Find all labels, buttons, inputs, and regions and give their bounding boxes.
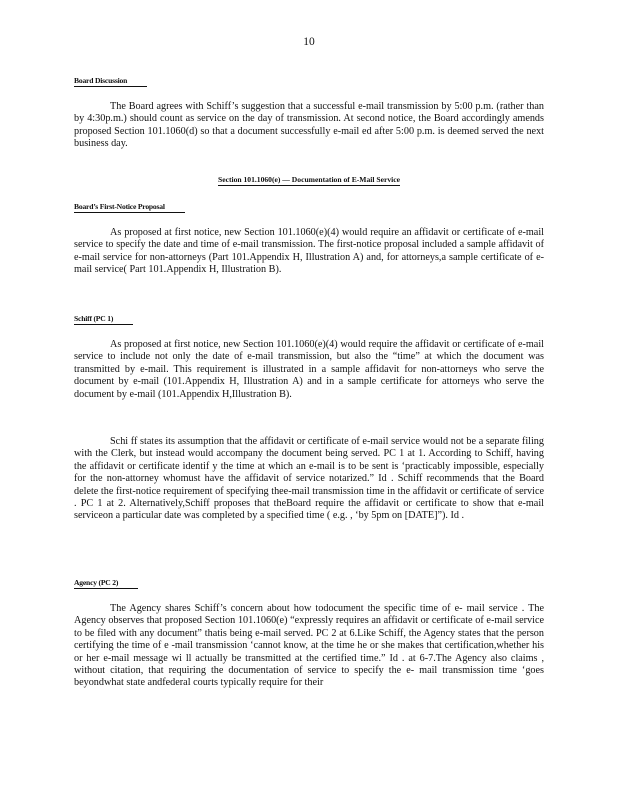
paragraph-first-notice: As proposed at first notice, new Section 101.1060(e)(4) would require an affidavit or certificate of e-mail service to specify the date and time of e-mail transmission. The first-notice proposal included a sample affidavit of e-mail service for non-attorneys (Part 101.Appendix H, Illustration A) and, for attorneys,a sample certificate of e-mail service( Part 101.Appendix H, Illustration B). — [74, 227, 544, 276]
page-number: 10 — [303, 36, 315, 48]
paragraph-board-discussion: The Board agrees with Schiff’s suggestion that a successful e-mail transmission by 5:00 p.m. (rather than by 4:30p.m.) should count as service on the day of transmission. At second notice, the Board accordingly amends proposed Section 101.1060(d) so that a document successfully e-mail ed after 5:00 p.m. is deemed served the next business day. — [74, 101, 544, 150]
heading-first-notice-proposal: Board’s First-Notice Proposal — [74, 201, 185, 213]
paragraph-schiff-1: As proposed at first notice, new Section 101.1060(e)(4) would require the affidavit or certificate of e-mail service to include not only the date of e-mail transmission, but also the “time” at which the document was transmitted by e-mail. This requirement is illustrated in a sample affidavit for non-attorneys who serve the document by e-mail (101.Appendix H, Illustration A) and in a sample certificate for attorneys who serve the document by e-mail (101.Appendix H,Illustration B). — [74, 339, 544, 400]
paragraph-schiff-2: Schi ff states its assumption that the affidavit or certificate of e-mail service would not be a separate filing with the Clerk, but instead would accompany the document being served. PC 1 at 1. According to Schiff, having the affidavit or certificate identif y the time at which an e-mail is to be sent is ‘practicably impossible, especially for the non-attorney whomust have the affidavit of service notarized.” Id . Schiff recommends that the Board delete the first-notice requirement of specifying thee-mail transmission time in the affidavit or certificate of service . PC 1 at 2. Alternatively,Schiff proposes that theBoard require the affidavit or certificate to show that e-mail serviceon a particular date was completed by a specified time ( e.g. , ‘by 5pm on [DATE]”). Id . — [74, 436, 544, 522]
heading-agency: Agency (PC 2) — [74, 577, 138, 589]
section-heading: Section 101.1060(e) — Documentation of E-Mail Service — [217, 175, 400, 184]
paragraph-agency: The Agency shares Schiff’s concern about how todocument the specific time of e- mail service . The Agency observes that proposed Section 101.1060(e) “expressly requires an affidavit or certificate of e-mail service to be filed with any document” thatis being e-mail served. PC 2 at 6.Like Schiff, the Agency states that the person certifying the time of e -mail transmission ‘cannot know, at the time he or she makes that certification,whether his or her e-mail message wi ll actually be transmitted at the certified time.” Id . at 6-7.The Agency also claims , without citation, that requiring the documentation of service to specify the e- mail transmission time ‘goes beyondwhat state andfederal courts typically require for their — [74, 603, 544, 689]
heading-board-discussion: Board Discussion — [74, 75, 147, 87]
heading-schiff: Schiff (PC 1) — [74, 313, 133, 325]
